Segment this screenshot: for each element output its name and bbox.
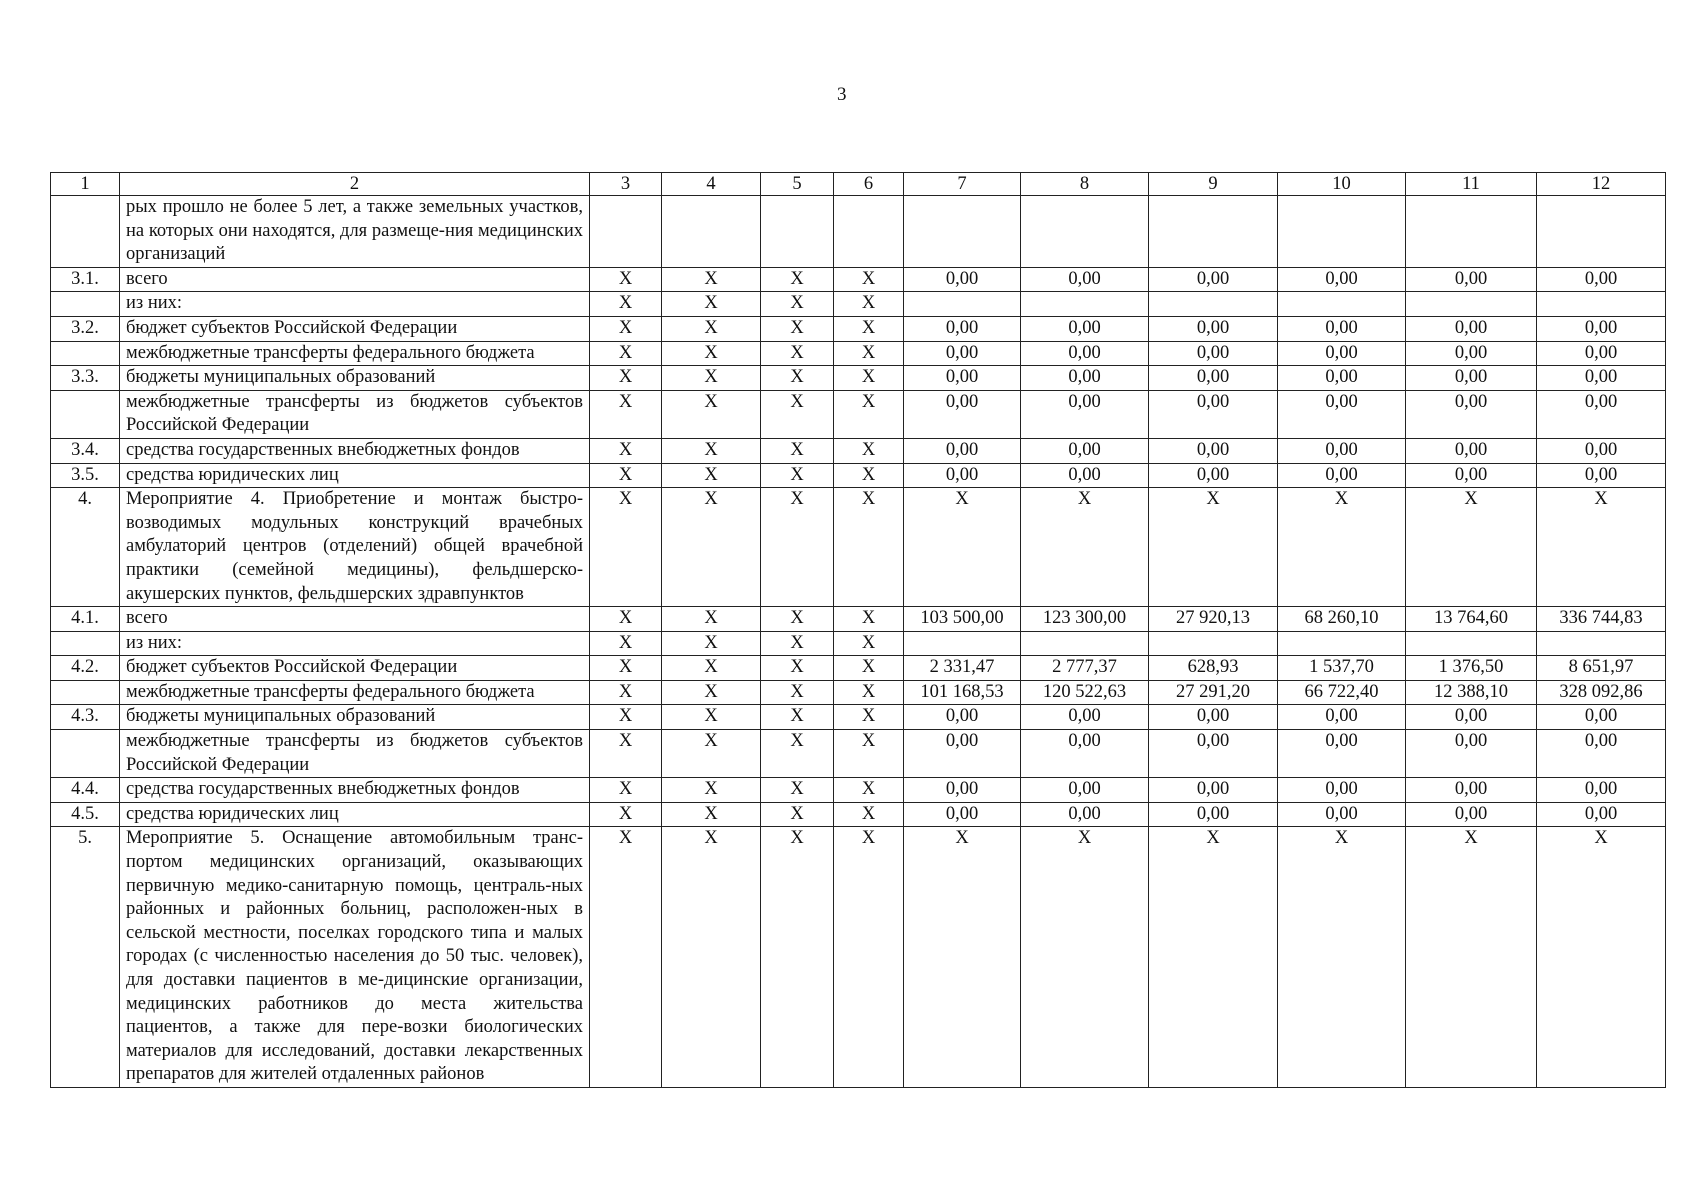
value-cell: [761, 196, 834, 268]
row-label: бюджет субъектов Российской Федерации: [120, 316, 590, 341]
value-cell: 0,00: [1406, 341, 1537, 366]
value-cell: 0,00: [1406, 366, 1537, 391]
value-cell: 0,00: [1278, 778, 1406, 803]
value-cell: X: [590, 366, 662, 391]
value-cell: 0,00: [1406, 267, 1537, 292]
table-row: [51, 827, 1666, 1088]
row-number: 4.4.: [51, 778, 120, 803]
value-cell: X: [761, 267, 834, 292]
value-cell: [834, 196, 904, 268]
value-cell: X: [834, 730, 904, 778]
value-cell: X: [590, 802, 662, 827]
table-row: [51, 438, 1666, 463]
value-cell: X: [590, 631, 662, 656]
column-header: 2: [120, 173, 590, 196]
row-label: межбюджетные трансферты федерального бюджета: [120, 680, 590, 705]
value-cell: X: [1149, 827, 1278, 1088]
row-label: Мероприятие 4. Приобретение и монтаж быстро-возводимых модульных конструкций врачебных амбулаторий центров (отделений) общей врачебной практики (семейной медицины), фельдшерско-акушерских пунктов, фельдшерских здравпунктов: [120, 488, 590, 607]
value-cell: 0,00: [1278, 316, 1406, 341]
value-cell: X: [590, 292, 662, 317]
value-cell: X: [662, 631, 761, 656]
value-cell: X: [662, 463, 761, 488]
value-cell: X: [1021, 488, 1149, 607]
value-cell: X: [662, 656, 761, 681]
value-cell: X: [1537, 827, 1666, 1088]
value-cell: [1278, 196, 1406, 268]
value-cell: X: [834, 802, 904, 827]
value-cell: X: [1021, 827, 1149, 1088]
table-body: [51, 196, 1666, 1088]
value-cell: 0,00: [1406, 778, 1537, 803]
value-cell: 0,00: [1149, 390, 1278, 438]
value-cell: 0,00: [1406, 802, 1537, 827]
value-cell: 0,00: [1021, 341, 1149, 366]
value-cell: X: [761, 802, 834, 827]
value-cell: 2 331,47: [904, 656, 1021, 681]
value-cell: X: [1149, 488, 1278, 607]
value-cell: 0,00: [1537, 438, 1666, 463]
value-cell: X: [834, 778, 904, 803]
value-cell: [1021, 292, 1149, 317]
value-cell: 0,00: [904, 341, 1021, 366]
table-row: [51, 778, 1666, 803]
value-cell: 0,00: [1278, 705, 1406, 730]
row-label: средства государственных внебюджетных фондов: [120, 438, 590, 463]
value-cell: 101 168,53: [904, 680, 1021, 705]
value-cell: 0,00: [1537, 366, 1666, 391]
value-cell: X: [1278, 827, 1406, 1088]
row-number: 3.4.: [51, 438, 120, 463]
value-cell: 123 300,00: [1021, 607, 1149, 632]
value-cell: 0,00: [1021, 778, 1149, 803]
value-cell: [1021, 631, 1149, 656]
value-cell: 0,00: [1406, 390, 1537, 438]
value-cell: [1149, 631, 1278, 656]
value-cell: [1537, 196, 1666, 268]
value-cell: [1149, 292, 1278, 317]
value-cell: X: [662, 488, 761, 607]
value-cell: X: [761, 607, 834, 632]
value-cell: X: [761, 680, 834, 705]
value-cell: X: [761, 631, 834, 656]
value-cell: X: [834, 316, 904, 341]
row-number: 3.5.: [51, 463, 120, 488]
value-cell: 0,00: [1021, 463, 1149, 488]
table-row: [51, 316, 1666, 341]
table-row: [51, 656, 1666, 681]
column-header: 5: [761, 173, 834, 196]
row-label: всего: [120, 607, 590, 632]
value-cell: X: [834, 656, 904, 681]
value-cell: 0,00: [904, 730, 1021, 778]
value-cell: 0,00: [1149, 802, 1278, 827]
column-header: 1: [51, 173, 120, 196]
value-cell: 27 291,20: [1149, 680, 1278, 705]
value-cell: X: [662, 802, 761, 827]
value-cell: 13 764,60: [1406, 607, 1537, 632]
value-cell: X: [662, 341, 761, 366]
value-cell: 0,00: [1278, 463, 1406, 488]
value-cell: X: [761, 366, 834, 391]
value-cell: 1 537,70: [1278, 656, 1406, 681]
value-cell: 0,00: [1537, 730, 1666, 778]
row-label: средства юридических лиц: [120, 463, 590, 488]
value-cell: 0,00: [1537, 705, 1666, 730]
value-cell: [1021, 196, 1149, 268]
row-label: из них:: [120, 292, 590, 317]
value-cell: X: [761, 656, 834, 681]
value-cell: 0,00: [904, 802, 1021, 827]
value-cell: [1406, 196, 1537, 268]
row-number: 4.: [51, 488, 120, 607]
value-cell: 0,00: [904, 390, 1021, 438]
value-cell: X: [834, 705, 904, 730]
page-number: 3: [837, 84, 847, 105]
row-number: [51, 196, 120, 268]
value-cell: X: [834, 341, 904, 366]
value-cell: [1537, 292, 1666, 317]
value-cell: X: [590, 390, 662, 438]
value-cell: 0,00: [904, 438, 1021, 463]
table-row: [51, 341, 1666, 366]
row-number: 4.1.: [51, 607, 120, 632]
row-label: рых прошло не более 5 лет, а также земельных участков, на которых они находятся, для размеще-ния медицинских организаций: [120, 196, 590, 268]
table-row: [51, 705, 1666, 730]
value-cell: 0,00: [1537, 341, 1666, 366]
table-row: [51, 607, 1666, 632]
value-cell: 0,00: [1406, 705, 1537, 730]
value-cell: 0,00: [1149, 730, 1278, 778]
value-cell: 0,00: [1278, 730, 1406, 778]
row-number: 4.2.: [51, 656, 120, 681]
value-cell: X: [662, 705, 761, 730]
value-cell: X: [834, 607, 904, 632]
value-cell: X: [761, 438, 834, 463]
value-cell: 0,00: [1537, 463, 1666, 488]
value-cell: X: [662, 292, 761, 317]
value-cell: 0,00: [1021, 802, 1149, 827]
value-cell: X: [1406, 827, 1537, 1088]
table-row: [51, 802, 1666, 827]
value-cell: 0,00: [1278, 438, 1406, 463]
row-number: 3.1.: [51, 267, 120, 292]
column-header: 8: [1021, 173, 1149, 196]
value-cell: 0,00: [1537, 802, 1666, 827]
row-label: средства государственных внебюджетных фондов: [120, 778, 590, 803]
value-cell: X: [662, 827, 761, 1088]
row-label: из них:: [120, 631, 590, 656]
table-row: [51, 488, 1666, 607]
value-cell: X: [834, 488, 904, 607]
value-cell: 0,00: [1149, 341, 1278, 366]
row-label: бюджеты муниципальных образований: [120, 705, 590, 730]
value-cell: X: [834, 292, 904, 317]
value-cell: X: [590, 705, 662, 730]
value-cell: X: [662, 390, 761, 438]
column-header: 10: [1278, 173, 1406, 196]
value-cell: 103 500,00: [904, 607, 1021, 632]
value-cell: X: [1406, 488, 1537, 607]
value-cell: [1406, 292, 1537, 317]
value-cell: 0,00: [1537, 316, 1666, 341]
value-cell: X: [662, 316, 761, 341]
value-cell: 1 376,50: [1406, 656, 1537, 681]
value-cell: 0,00: [1149, 316, 1278, 341]
value-cell: 628,93: [1149, 656, 1278, 681]
column-header: 9: [1149, 173, 1278, 196]
value-cell: 0,00: [1537, 390, 1666, 438]
value-cell: [1537, 631, 1666, 656]
value-cell: 0,00: [1021, 366, 1149, 391]
row-label: межбюджетные трансферты из бюджетов субъектов Российской Федерации: [120, 390, 590, 438]
value-cell: 0,00: [1278, 267, 1406, 292]
value-cell: X: [662, 366, 761, 391]
row-number: [51, 631, 120, 656]
value-cell: X: [834, 680, 904, 705]
value-cell: 0,00: [1537, 778, 1666, 803]
value-cell: 0,00: [1149, 778, 1278, 803]
value-cell: 12 388,10: [1406, 680, 1537, 705]
budget-table: [50, 172, 1666, 1088]
row-number: [51, 390, 120, 438]
row-number: 5.: [51, 827, 120, 1088]
value-cell: 27 920,13: [1149, 607, 1278, 632]
value-cell: 0,00: [1149, 705, 1278, 730]
value-cell: [904, 196, 1021, 268]
value-cell: 0,00: [1021, 267, 1149, 292]
table-row: [51, 267, 1666, 292]
value-cell: 328 092,86: [1537, 680, 1666, 705]
value-cell: X: [761, 705, 834, 730]
value-cell: 0,00: [1278, 341, 1406, 366]
value-cell: 336 744,83: [1537, 607, 1666, 632]
value-cell: 0,00: [1278, 390, 1406, 438]
value-cell: X: [662, 680, 761, 705]
value-cell: [662, 196, 761, 268]
value-cell: 0,00: [1537, 267, 1666, 292]
table-row: [51, 292, 1666, 317]
value-cell: X: [761, 341, 834, 366]
value-cell: X: [590, 267, 662, 292]
value-cell: 0,00: [1149, 366, 1278, 391]
value-cell: [904, 292, 1021, 317]
value-cell: X: [761, 463, 834, 488]
value-cell: X: [761, 827, 834, 1088]
value-cell: 0,00: [1021, 390, 1149, 438]
value-cell: X: [834, 366, 904, 391]
table-row: [51, 631, 1666, 656]
value-cell: 0,00: [904, 366, 1021, 391]
row-label: средства юридических лиц: [120, 802, 590, 827]
row-number: [51, 680, 120, 705]
table-row: [51, 196, 1666, 268]
row-number: 3.2.: [51, 316, 120, 341]
value-cell: X: [834, 390, 904, 438]
value-cell: X: [590, 607, 662, 632]
row-number: [51, 292, 120, 317]
header-row: [51, 173, 1666, 196]
value-cell: [904, 631, 1021, 656]
row-label: межбюджетные трансферты из бюджетов субъектов Российской Федерации: [120, 730, 590, 778]
value-cell: 0,00: [1278, 366, 1406, 391]
value-cell: X: [590, 463, 662, 488]
value-cell: 0,00: [904, 267, 1021, 292]
value-cell: X: [761, 778, 834, 803]
value-cell: 0,00: [1406, 316, 1537, 341]
value-cell: 0,00: [1406, 463, 1537, 488]
column-header: 4: [662, 173, 761, 196]
row-label: бюджеты муниципальных образований: [120, 366, 590, 391]
value-cell: X: [904, 827, 1021, 1088]
value-cell: X: [761, 292, 834, 317]
value-cell: 0,00: [1021, 316, 1149, 341]
value-cell: 0,00: [904, 778, 1021, 803]
value-cell: 0,00: [1021, 730, 1149, 778]
value-cell: 0,00: [1149, 463, 1278, 488]
value-cell: X: [761, 390, 834, 438]
value-cell: X: [590, 778, 662, 803]
table-row: [51, 680, 1666, 705]
row-label: бюджет субъектов Российской Федерации: [120, 656, 590, 681]
value-cell: 0,00: [904, 705, 1021, 730]
value-cell: X: [834, 267, 904, 292]
value-cell: X: [662, 267, 761, 292]
value-cell: X: [662, 438, 761, 463]
value-cell: 0,00: [1406, 438, 1537, 463]
value-cell: X: [761, 488, 834, 607]
row-number: 3.3.: [51, 366, 120, 391]
table-row: [51, 390, 1666, 438]
value-cell: 0,00: [1021, 438, 1149, 463]
value-cell: [1278, 292, 1406, 317]
value-cell: 0,00: [1406, 730, 1537, 778]
column-header: 12: [1537, 173, 1666, 196]
value-cell: 66 722,40: [1278, 680, 1406, 705]
table-row: [51, 463, 1666, 488]
value-cell: 0,00: [1278, 802, 1406, 827]
value-cell: 0,00: [904, 316, 1021, 341]
column-header: 6: [834, 173, 904, 196]
value-cell: X: [834, 631, 904, 656]
row-label: всего: [120, 267, 590, 292]
value-cell: X: [1537, 488, 1666, 607]
value-cell: X: [904, 488, 1021, 607]
table-row: [51, 366, 1666, 391]
value-cell: X: [590, 680, 662, 705]
value-cell: X: [834, 438, 904, 463]
value-cell: 0,00: [1021, 705, 1149, 730]
column-header: 3: [590, 173, 662, 196]
value-cell: 8 651,97: [1537, 656, 1666, 681]
value-cell: X: [590, 827, 662, 1088]
value-cell: 120 522,63: [1021, 680, 1149, 705]
value-cell: 0,00: [1149, 438, 1278, 463]
value-cell: X: [590, 656, 662, 681]
value-cell: X: [590, 316, 662, 341]
value-cell: X: [590, 730, 662, 778]
value-cell: X: [662, 778, 761, 803]
row-number: 4.3.: [51, 705, 120, 730]
value-cell: X: [834, 463, 904, 488]
value-cell: [590, 196, 662, 268]
row-label: межбюджетные трансферты федерального бюджета: [120, 341, 590, 366]
value-cell: X: [1278, 488, 1406, 607]
value-cell: X: [662, 730, 761, 778]
value-cell: 0,00: [1149, 267, 1278, 292]
value-cell: X: [761, 730, 834, 778]
value-cell: X: [590, 438, 662, 463]
column-header: 11: [1406, 173, 1537, 196]
value-cell: 0,00: [904, 463, 1021, 488]
row-label: Мероприятие 5. Оснащение автомобильным транс-портом медицинских организаций, оказывающих первичную медико-санитарную помощь, централь-ных районных и районных больниц, расположен-ных в сельской местности, поселках городского типа и малых городах (с численностью населения до 50 тыс. человек), для доставки пациентов в ме-дицинские организации, медицинских работников до места жительства пациентов, а также для пере-возки биологических материалов для исследований, доставки лекарственных препаратов для жителей отдаленных районов: [120, 827, 590, 1088]
table-row: [51, 730, 1666, 778]
value-cell: X: [590, 488, 662, 607]
value-cell: 2 777,37: [1021, 656, 1149, 681]
value-cell: X: [662, 607, 761, 632]
value-cell: [1406, 631, 1537, 656]
value-cell: X: [590, 341, 662, 366]
column-header: 7: [904, 173, 1021, 196]
value-cell: 68 260,10: [1278, 607, 1406, 632]
value-cell: X: [834, 827, 904, 1088]
row-number: [51, 341, 120, 366]
value-cell: [1149, 196, 1278, 268]
value-cell: X: [761, 316, 834, 341]
value-cell: [1278, 631, 1406, 656]
row-number: 4.5.: [51, 802, 120, 827]
row-number: [51, 730, 120, 778]
